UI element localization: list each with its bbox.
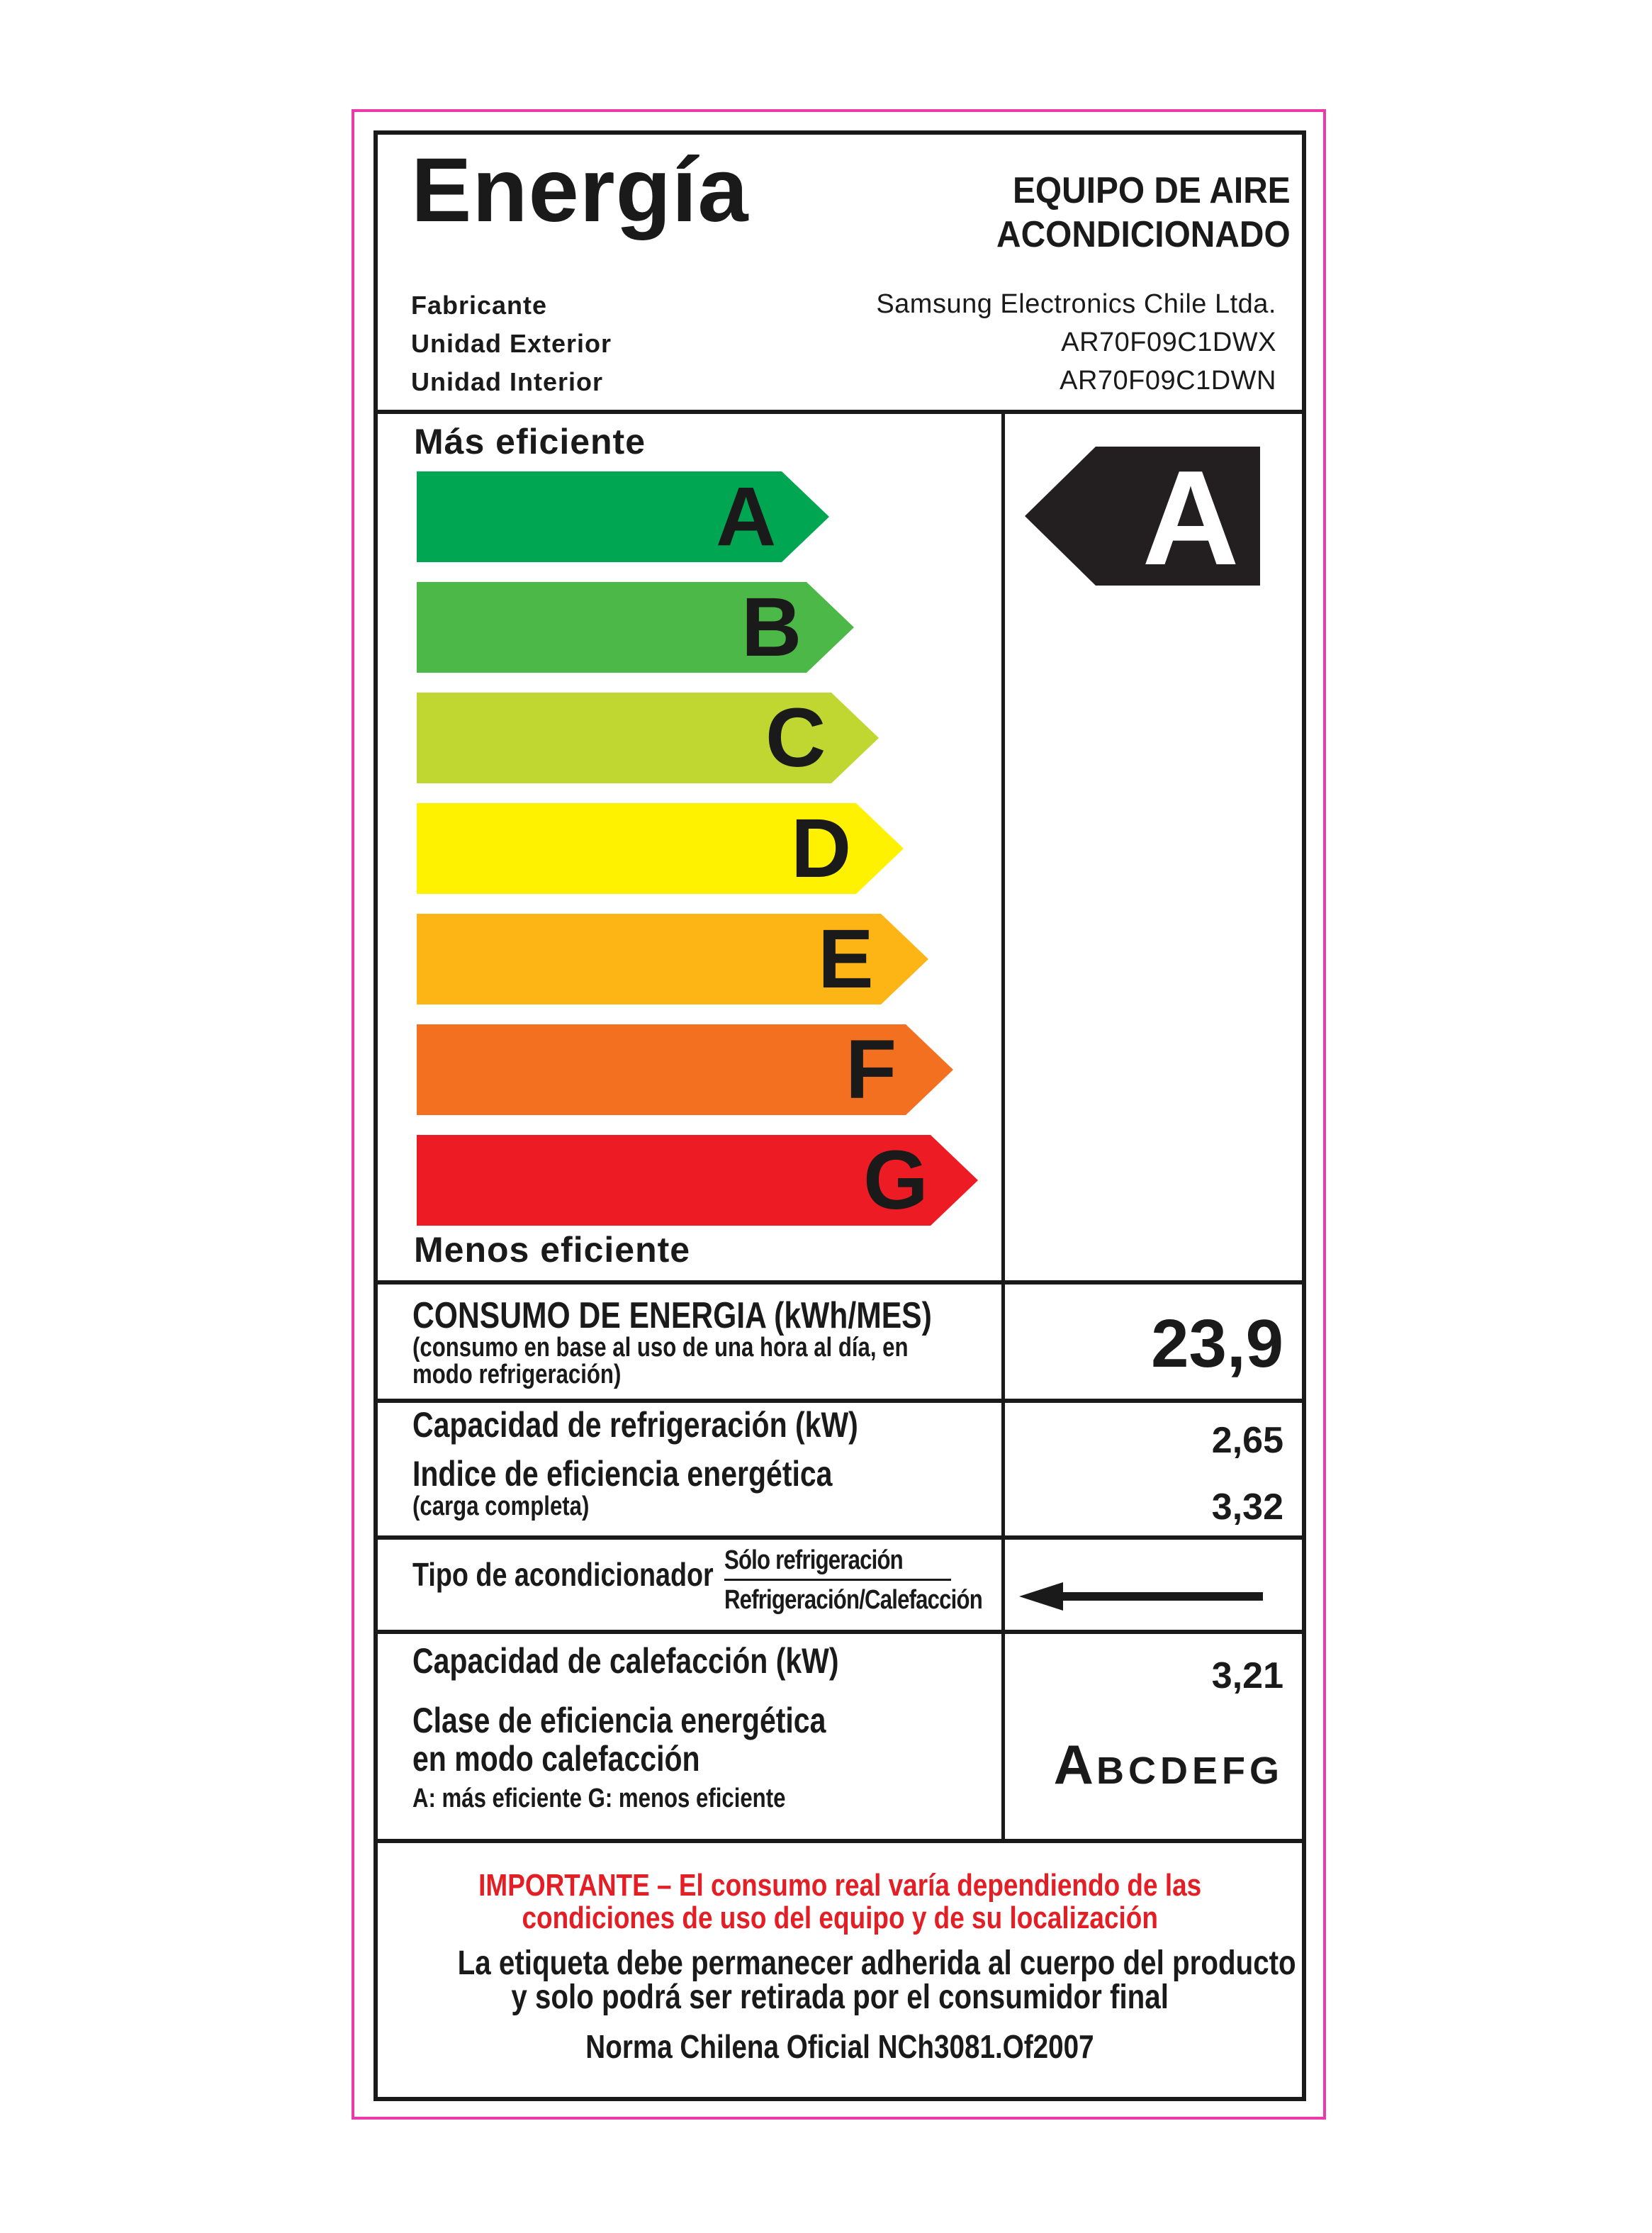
class-letter: C: [765, 691, 826, 785]
selected-type-arrow-icon: [1019, 1582, 1267, 1614]
heating-class-selected: A: [1053, 1733, 1096, 1796]
outdoor-unit-label: Unidad Exterior: [411, 329, 612, 358]
notice-line-1: La etiqueta debe permanecer adherida al cuerpo del producto: [457, 1944, 1296, 1982]
class-bar-a: [417, 471, 831, 562]
standard-reference: Norma Chilena Oficial NCh3081.Of2007: [585, 2028, 1094, 2065]
class-bar-d: [417, 803, 906, 894]
class-letter: D: [791, 802, 852, 895]
important-line-1: IMPORTANTE – El consumo real varía dependiendo de las: [478, 1868, 1202, 1903]
divider-consumption: [373, 1399, 1306, 1403]
divider-column: [1001, 411, 1005, 1842]
cooling-efficiency-label: Indice de eficiencia energética: [412, 1454, 833, 1494]
divider-header: [373, 410, 1306, 414]
option-separator: [724, 1579, 951, 1581]
heating-class-scale: [1053, 1733, 1283, 1796]
class-bar-b: [417, 582, 856, 673]
conditioner-type-label: Tipo de acondicionador: [412, 1556, 714, 1593]
class-letter: A: [716, 470, 777, 564]
class-bar-f: [417, 1024, 955, 1115]
class-bar-g: [417, 1135, 980, 1226]
least-efficient-label: Menos eficiente: [414, 1230, 691, 1270]
class-letter: F: [845, 1023, 897, 1116]
notice-line-2: y solo podrá ser retirada por el consumidor final: [511, 1979, 1169, 2016]
class-letter: E: [818, 912, 874, 1006]
outdoor-unit-value: AR70F09C1DWX: [1061, 328, 1276, 357]
cooling-capacity-label: Capacidad de refrigeración (kW): [412, 1405, 858, 1445]
class-letter: G: [863, 1134, 928, 1227]
consumption-value: 23,9: [1151, 1306, 1283, 1382]
heating-class-legend: A: más eficiente G: menos eficiente: [412, 1784, 786, 1813]
option-cooling-heating: Refrigeración/Calefacción: [724, 1585, 982, 1615]
heating-class-label-1: Clase de eficiencia energética: [412, 1701, 826, 1740]
indoor-unit-label: Unidad Interior: [411, 367, 604, 396]
equipment-type-line1: EQUIPO DE AIRE: [1013, 170, 1291, 211]
divider-cooling: [373, 1535, 1306, 1540]
heating-capacity-label: Capacidad de calefacción (kW): [412, 1641, 839, 1681]
cooling-capacity-value: 2,65: [1211, 1420, 1283, 1461]
heating-class-label-2: en modo calefacción: [412, 1739, 700, 1779]
cooling-efficiency-sublabel: (carga completa): [412, 1492, 590, 1521]
consumption-title: CONSUMO DE ENERGIA (kWh/MES): [412, 1295, 932, 1336]
indoor-unit-value: AR70F09C1DWN: [1060, 366, 1276, 396]
option-cooling-only: Sólo refrigeración: [724, 1545, 903, 1575]
divider-type: [373, 1630, 1306, 1634]
important-line-2: condiciones de uso del equipo y de su localización: [522, 1901, 1158, 1935]
equipment-type-line2: ACONDICIONADO: [996, 214, 1291, 255]
equipment-type: [996, 169, 1291, 257]
rating-letter: A: [1142, 443, 1240, 593]
divider-scale: [373, 1280, 1306, 1285]
heating-class-rest: BCDEFG: [1096, 1750, 1283, 1792]
cooling-efficiency-value: 3,32: [1211, 1487, 1283, 1528]
class-bar-c: [417, 693, 881, 783]
manufacturer-label: Fabricante: [411, 291, 548, 320]
divider-heating: [373, 1839, 1306, 1843]
class-letter: B: [741, 581, 802, 674]
class-bar-e: [417, 914, 931, 1004]
manufacturer-value: Samsung Electronics Chile Ltda.: [876, 289, 1276, 319]
consumption-subtitle-2: modo refrigeración): [412, 1360, 622, 1389]
heating-capacity-value: 3,21: [1211, 1655, 1283, 1696]
consumption-subtitle-1: (consumo en base al uso de una hora al día, en: [412, 1333, 909, 1362]
label-title: Energía: [411, 140, 749, 241]
most-efficient-label: Más eficiente: [414, 422, 646, 461]
